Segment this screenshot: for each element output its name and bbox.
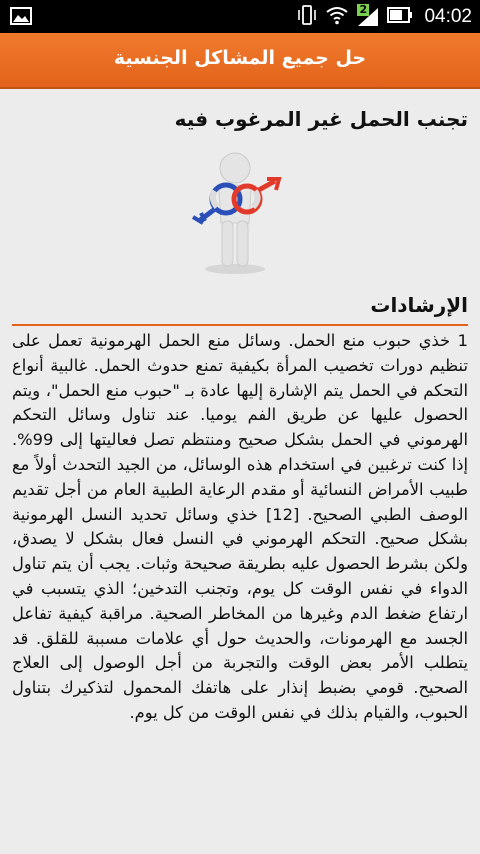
- app-title: حل جميع المشاكل الجنسية: [113, 47, 367, 69]
- app-bar: [0, 33, 480, 89]
- article-content[interactable]: [0, 91, 480, 854]
- section-divider: [12, 324, 468, 326]
- signal-icon: [356, 2, 380, 28]
- vibrate-icon: [296, 5, 318, 29]
- status-time: 04:02: [424, 5, 472, 27]
- signal-badge: 2: [359, 2, 368, 16]
- section-heading: الإرشادات: [370, 293, 468, 317]
- image-notification-icon: [10, 7, 32, 25]
- article-body: 1 خذي حبوب منع الحمل. وسائل منع الحمل الهرمونية تعمل على تنظيم دورات تخصيب المرأة بكيفية تمنع حدوث الحمل. غالبية أنواع التحكم في الحمل يتم الإشارة إليها عادة بـ "حبوب منع الحمل"، ويتم الحصول عليها عن طريق الفم يوميا. عند تناول وسائل التحكم الهرموني في الحمل بشكل صحيح ومنتظم تصل فعاليتها إلى 99%. إذا كنت ترغبين في استخدام هذه الوسائل، من الجيد التحدث أولاً مع طبيب الأمراض النسائية أو مقدم الرعاية الطبية العام من أجل تقديم الوصف الطبي الصحيح. [12] خذي وسائل تحديد النسل الهرمونية بشكل صحيح. التحكم الهرموني في النسل فعال بشكل لا يصدق، ولكن بشرط الحصول عليه بطريقة صحيحة وثبات. يجب أن يتم تناول الدواء في نفس الوقت كل يوم، وتجنب التدخين؛ الذي يتسبب في ارتفاع ضغط الدم وغيرها من المخاطر الصحية. مراقبة كيفية تفاعل الجسد مع الهرمونات، والحديث حول أي علامات مسببة للقلق. قد يتطلب الأمر بعض الوقت والتجربة من أجل الوصول إلى العلاج الصحيح. قومي بضبط إنذار على هاتفك المحمول لتذكيرك بتناول الحبوب، والقيام بذلك في نفس الوقت من كل يوم.: [12, 331, 468, 722]
- battery-icon: [387, 7, 413, 27]
- gender-symbols-figure: [185, 151, 285, 276]
- article-title: تجنب الحمل غير المرغوب فيه: [174, 107, 468, 131]
- wifi-icon: [325, 5, 349, 29]
- status-bar: [0, 0, 480, 33]
